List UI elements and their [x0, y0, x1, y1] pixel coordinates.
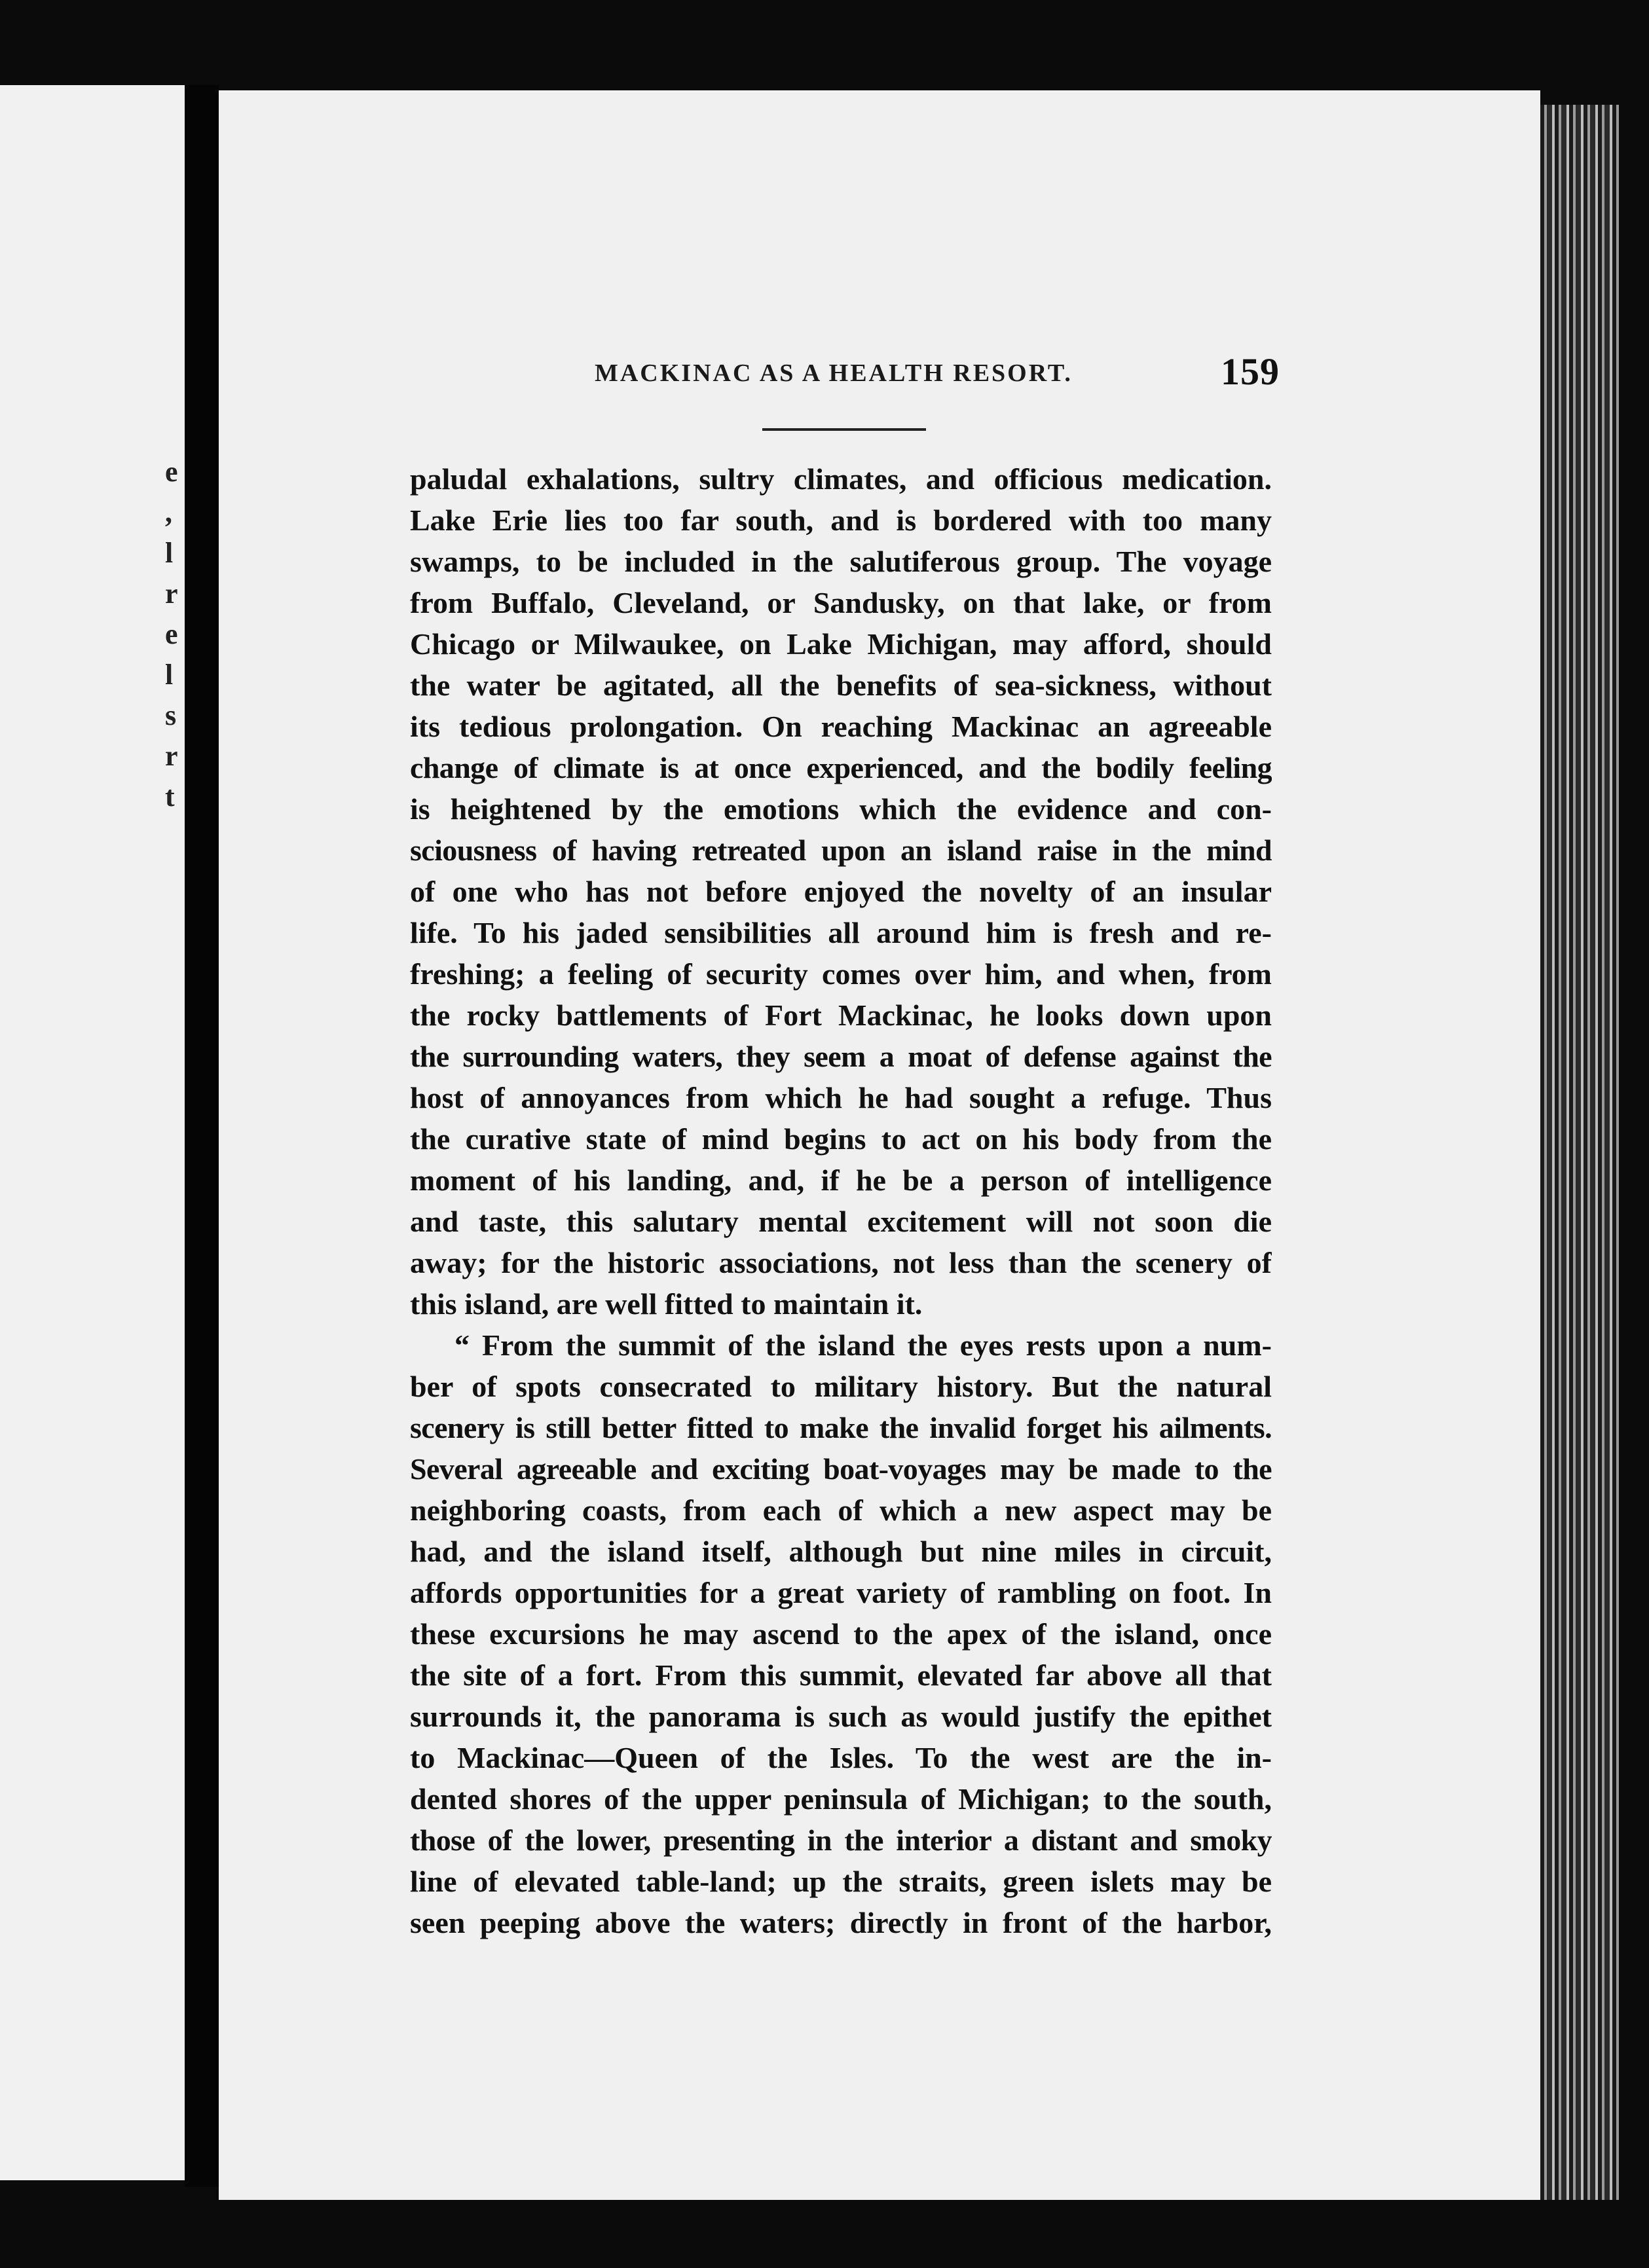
text-line: had, and the island itself, although but nine miles in circuit, [410, 1535, 1272, 1568]
page-edges [1540, 105, 1619, 2200]
text-line: scenery is still better fitted to make the invalid forget his ailments. [410, 1411, 1272, 1444]
text-line: Chicago or Milwaukee, on Lake Michigan, may afford, should [410, 627, 1272, 661]
text-line: line of elevated table-land; up the straits, green islets may be [410, 1865, 1272, 1898]
text-line: swamps, to be included in the salutiferous group. The voyage [410, 545, 1272, 578]
text-line: host of annoyances from which he had sought a refuge. Thus [410, 1081, 1272, 1114]
facing-page-margin-letters [165, 452, 185, 817]
text-line: dented shores of the upper peninsula of Michigan; to the south, [410, 1782, 1272, 1816]
text-line: away; for the historic associations, not less than the scenery of [410, 1246, 1272, 1279]
text-line: this island, are well fitted to maintain it. [410, 1287, 923, 1321]
margin-letter: r [165, 740, 178, 772]
margin-letter: , [165, 496, 172, 528]
facing-page-fragment [0, 85, 185, 2180]
header-rule [762, 428, 926, 431]
text-line: freshing; a feeling of security comes over him, and when, from [410, 957, 1272, 991]
text-line: neighboring coasts, from each of which a new aspect may be [410, 1493, 1272, 1527]
text-line: the surrounding waters, they seem a moat of defense against the [410, 1040, 1272, 1073]
text-line: “ From the summit of the island the eyes rests upon a num- [454, 1328, 1272, 1362]
text-line: Lake Erie lies too far south, and is bordered with too many [410, 503, 1272, 537]
text-line: the site of a fort. From this summit, elevated far above all that [410, 1658, 1272, 1692]
text-line: change of climate is at once experienced, and the bodily feeling [410, 751, 1272, 784]
text-line: is heightened by the emotions which the evidence and con- [410, 792, 1272, 826]
page-number: 159 [1221, 350, 1280, 393]
text-line: these excursions he may ascend to the apex of the island, once [410, 1617, 1272, 1651]
text-line: of one who has not before enjoyed the novelty of an insular [410, 875, 1272, 908]
text-line: the curative state of mind begins to act on his body from the [410, 1122, 1272, 1156]
text-line: life. To his jaded sensibilities all around him is fresh and re- [410, 916, 1272, 949]
text-line: Several agreeable and exciting boat-voyages may be made to the [410, 1452, 1272, 1486]
margin-letter: l [165, 659, 174, 691]
body-text [410, 458, 1272, 1943]
text-line: moment of his landing, and, if he be a person of intelligence [410, 1163, 1272, 1197]
margin-letter: r [165, 577, 178, 610]
text-line: surrounds it, the panorama is such as would justify the epithet [410, 1700, 1272, 1733]
text-line: ber of spots consecrated to military history. But the natural [410, 1370, 1272, 1403]
text-line: paludal exhalations, sultry climates, and officious medication. [410, 462, 1272, 496]
paragraph [410, 458, 1272, 1325]
text-line: to Mackinac—Queen of the Isles. To the west are the in- [410, 1741, 1272, 1774]
paragraph [410, 1325, 1272, 1943]
text-line: those of the lower, presenting in the interior a distant and smoky [410, 1823, 1272, 1857]
text-line: seen peeping above the waters; directly in front of the harbor, [410, 1906, 1272, 1939]
text-line: the rocky battlements of Fort Mackinac, he looks down upon [410, 998, 1272, 1032]
book-gutter [185, 85, 219, 2187]
margin-letter: l [165, 537, 174, 569]
running-head: MACKINAC AS A HEALTH RESORT. [595, 359, 1073, 387]
text-line: the water be agitated, all the benefits of sea-sickness, without [410, 668, 1272, 702]
margin-letter: t [165, 780, 175, 813]
margin-letter: e [165, 618, 178, 650]
text-line: sciousness of having retreated upon an island raise in the mind [410, 833, 1272, 867]
text-line: from Buffalo, Cleveland, or Sandusky, on that lake, or from [410, 586, 1272, 619]
text-line: and taste, this salutary mental excitement will not soon die [410, 1205, 1272, 1238]
text-line: affords opportunities for a great variety of rambling on foot. In [410, 1576, 1272, 1609]
text-line: its tedious prolongation. On reaching Mackinac an agreeable [410, 710, 1272, 743]
margin-letter: e [165, 456, 178, 488]
margin-letter: s [165, 699, 177, 731]
